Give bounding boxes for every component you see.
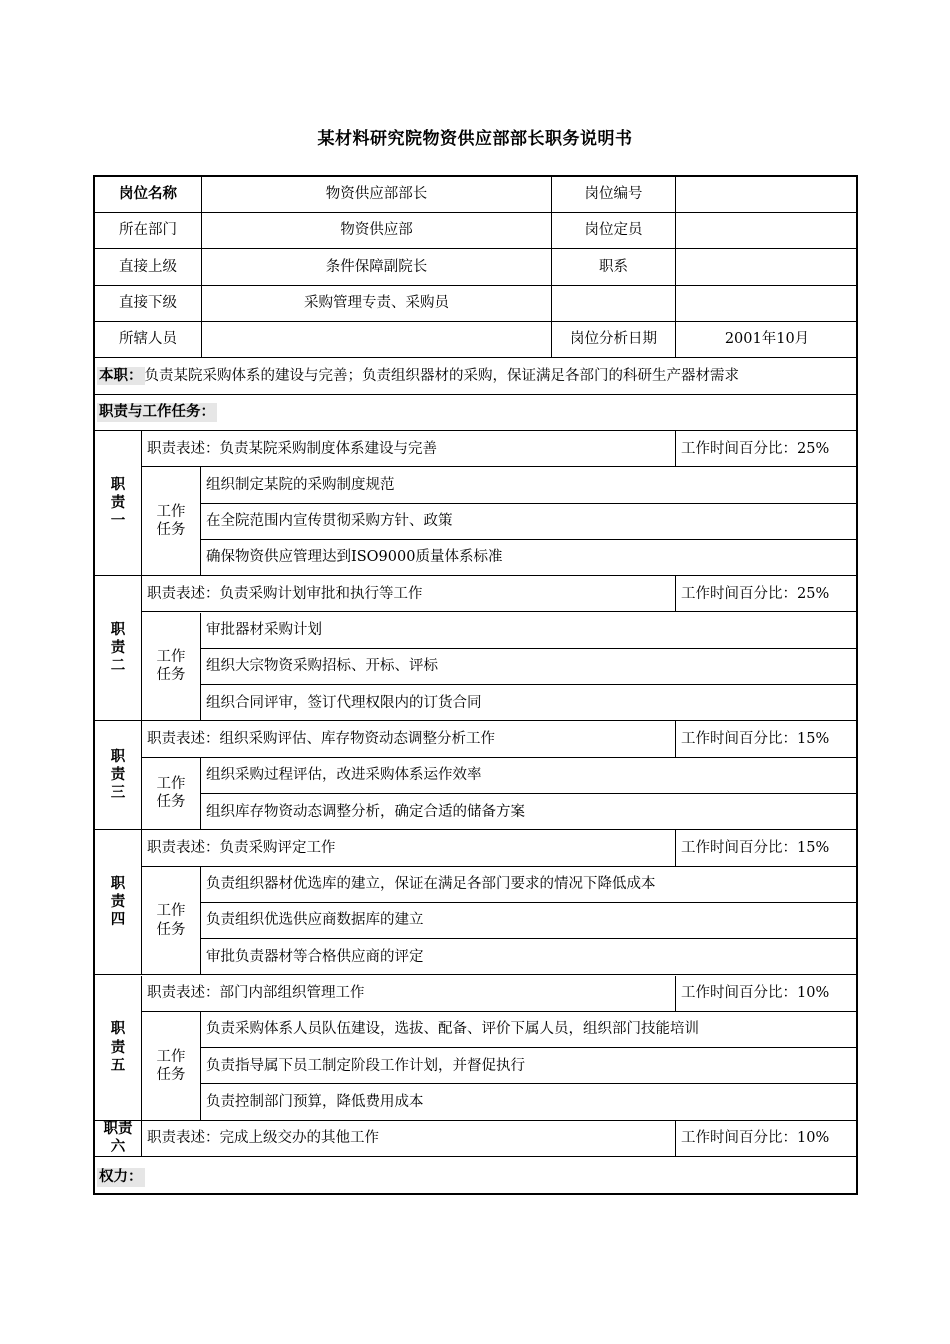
duty-time-percentage: 工作时间百分比：15%	[676, 721, 858, 757]
label-job-family: 职系	[552, 249, 676, 286]
value-analysis-date: 2001年10月	[676, 322, 858, 358]
document-title: 某材料研究院物资供应部部长职务说明书	[317, 129, 633, 149]
duty-description: 职责表述：部门内部组织管理工作	[142, 976, 676, 1012]
value-headcount	[676, 213, 858, 249]
task-item: 确保物资供应管理达到ISO9000质量体系标准	[201, 540, 858, 576]
duty-name-text: 职责一	[110, 476, 126, 530]
label-analysis-date: 岗位分析日期	[552, 322, 676, 358]
duty-description: 职责表述：负责采购评定工作	[142, 830, 676, 866]
value-superior: 条件保障副院长	[202, 249, 552, 286]
value-position-name: 物资供应部部长	[202, 177, 552, 213]
duty-name	[95, 976, 142, 1121]
duty-description: 职责表述：完成上级交办的其他工作	[142, 1121, 676, 1157]
power-row	[95, 1160, 858, 1195]
task-label-text: 工作任务	[156, 903, 186, 938]
task-item: 组织采购过程评估，改进采购体系运作效率	[201, 758, 858, 794]
task-item: 负责组织优选供应商数据库的建立	[201, 903, 858, 939]
duty-time-percentage: 工作时间百分比：25%	[676, 431, 858, 467]
task-label	[142, 1012, 201, 1121]
label-empty	[552, 286, 676, 322]
task-item: 组织大宗物资采购招标、开标、评标	[201, 649, 858, 685]
value-empty	[676, 286, 858, 322]
duties-heading: 职责与工作任务：	[99, 404, 215, 421]
duty-name-text: 职责三	[110, 749, 126, 802]
duty-time-percentage: 工作时间百分比：10%	[676, 976, 858, 1012]
label-position-code: 岗位编号	[552, 177, 676, 213]
value-department: 物资供应部	[202, 213, 552, 249]
duty-name-text: 职责五	[110, 1021, 126, 1074]
duty-name	[95, 830, 142, 975]
task-label-text: 工作任务	[156, 776, 186, 811]
duty-time-percentage: 工作时间百分比：15%	[676, 830, 858, 866]
label-subordinates: 直接下级	[95, 286, 202, 322]
duty-description: 职责表述：负责某院采购制度体系建设与完善	[142, 431, 676, 467]
duty-name-text: 职责四	[110, 876, 126, 929]
task-label-text: 工作任务	[156, 649, 186, 684]
duty-time-percentage: 工作时间百分比：25%	[676, 576, 858, 612]
core-duty-text: 负责某院采购体系的建设与完善；负责组织器材的采购，保证满足各部门的科研生产器材需求	[144, 367, 739, 384]
task-item: 组织合同评审，签订代理权限内的订货合同	[201, 685, 858, 721]
label-headcount: 岗位定员	[552, 213, 676, 249]
power-label: 权力：	[99, 1169, 143, 1186]
duty-name-text: 职责六	[103, 1121, 133, 1156]
duty-name	[95, 721, 142, 830]
task-label	[142, 613, 201, 722]
job-description-table	[93, 175, 858, 1195]
label-position-name: 岗位名称	[95, 177, 202, 213]
label-superior: 直接上级	[95, 249, 202, 286]
task-item: 负责控制部门预算，降低费用成本	[201, 1084, 858, 1120]
core-duty-label: 本职：	[99, 367, 143, 384]
value-staff	[202, 322, 552, 358]
task-item: 负责指导属下员工制定阶段工作计划，并督促执行	[201, 1048, 858, 1084]
task-label-text: 工作任务	[156, 504, 186, 539]
duty-name-text: 职责二	[110, 622, 126, 675]
label-department: 所在部门	[95, 213, 202, 249]
duty-description: 职责表述：负责采购计划审批和执行等工作	[142, 576, 676, 612]
value-job-family	[676, 249, 858, 286]
duties-heading-row	[95, 395, 858, 431]
value-position-code	[676, 177, 858, 213]
duty-name	[95, 431, 142, 576]
value-subordinates: 采购管理专责、采购员	[202, 286, 552, 322]
task-label	[142, 867, 201, 976]
task-item: 在全院范围内宣传贯彻采购方针、政策	[201, 504, 858, 540]
task-item: 审批负责器材等合格供应商的评定	[201, 939, 858, 975]
label-staff: 所辖人员	[95, 322, 202, 358]
task-label	[142, 467, 201, 576]
duty-name	[95, 1121, 142, 1157]
task-item: 审批器材采购计划	[201, 613, 858, 649]
task-item: 负责组织器材优选库的建立，保证在满足各部门要求的情况下降低成本	[201, 867, 858, 903]
task-label	[142, 758, 201, 831]
core-duty-row	[95, 358, 858, 395]
task-label-text: 工作任务	[156, 1048, 186, 1083]
task-item: 负责采购体系人员队伍建设，选拔、配备、评价下属人员，组织部门技能培训	[201, 1012, 858, 1048]
duty-time-percentage: 工作时间百分比：10%	[676, 1121, 858, 1157]
duty-name	[95, 576, 142, 721]
duty-description: 职责表述：组织采购评估、库存物资动态调整分析工作	[142, 721, 676, 757]
task-item: 组织库存物资动态调整分析，确定合适的储备方案	[201, 794, 858, 830]
task-item: 组织制定某院的采购制度规范	[201, 467, 858, 503]
